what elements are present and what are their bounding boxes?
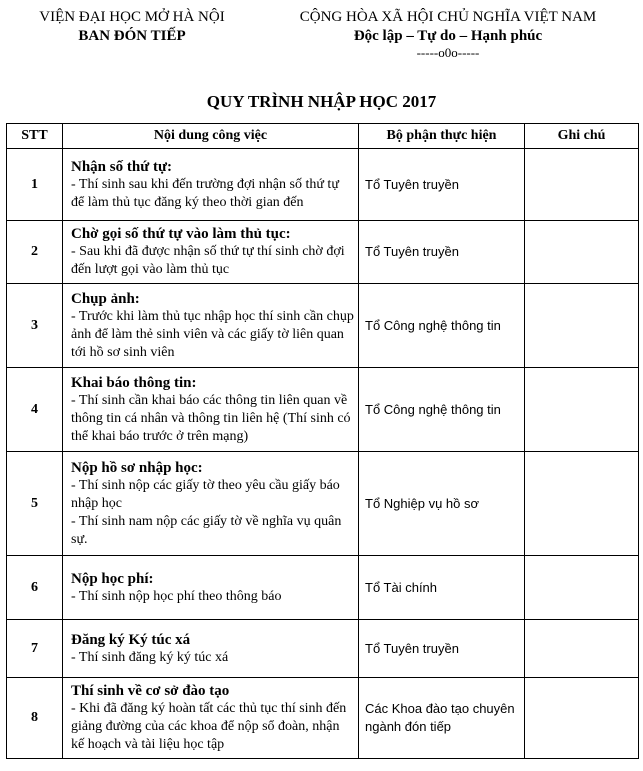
responsible-dept: Tổ Tuyên truyền xyxy=(359,149,525,221)
task-title: Thí sinh về cơ sở đào tạo xyxy=(71,683,230,699)
table-header-row xyxy=(7,124,639,149)
task-title: Khai báo thông tin: xyxy=(71,374,197,391)
country-name: CỘNG HÒA XÃ HỘI CHỦ NGHĨA VIỆT NAM xyxy=(299,9,597,25)
note-cell xyxy=(525,284,639,368)
row-number: 1 xyxy=(7,149,63,221)
note-cell xyxy=(525,678,639,759)
task-content xyxy=(63,556,359,620)
task-detail: - Thí sinh cần khai báo các thông tin liên quan về thông tin cá nhân và thông tin liên hệ (Thí sinh có thể khai báo trước ở trên mạng) xyxy=(71,392,351,444)
task-detail: - Thí sinh nam nộp các giấy tờ về nghĩa vụ quân sự. xyxy=(71,513,342,547)
row-number: 2 xyxy=(7,221,63,284)
task-title: Đăng ký Ký túc xá xyxy=(71,631,191,648)
row-number: 5 xyxy=(7,452,63,556)
issuing-organization xyxy=(22,8,242,46)
task-title: Nộp học phí: xyxy=(71,570,154,587)
national-motto xyxy=(258,8,638,60)
document-title: QUY TRÌNH NHẬP HỌC 2017 xyxy=(206,92,437,111)
task-content xyxy=(63,368,359,452)
note-cell xyxy=(525,452,639,556)
task-content xyxy=(63,620,359,678)
responsible-dept: Tổ Tuyên truyền xyxy=(359,620,525,678)
table-row xyxy=(7,284,639,368)
task-content xyxy=(63,284,359,368)
task-title: Nhận số thứ tự: xyxy=(71,158,172,175)
responsible-dept: Tổ Tuyên truyền xyxy=(359,221,525,284)
note-cell xyxy=(525,149,639,221)
table-row xyxy=(7,149,639,221)
table-row xyxy=(7,221,639,284)
table-row xyxy=(7,368,639,452)
row-number: 4 xyxy=(7,368,63,452)
table-row xyxy=(7,620,639,678)
task-title: Chụp ảnh: xyxy=(71,290,140,307)
task-content xyxy=(63,221,359,284)
department-name: BAN ĐÓN TIẾP xyxy=(78,28,186,44)
task-detail: - Khi đã đăng ký hoàn tất các thủ tục thí sinh đến giảng đường của các khoa để nộp sổ đoàn, nhận kế hoạch và tài liệu học tập xyxy=(71,701,347,752)
task-detail: - Thí sinh nộp học phí theo thông báo xyxy=(71,588,282,604)
task-detail: - Trước khi làm thủ tục nhập học thí sinh cần chụp ảnh để làm thẻ sinh viên và các giấy tờ liên quan tới hồ sơ sinh viên xyxy=(71,308,354,360)
task-detail: - Thí sinh sau khi đến trường đợi nhận số thứ tự để làm thủ tục đăng ký theo thời gian đến xyxy=(71,176,339,210)
responsible-dept: Tổ Tài chính xyxy=(359,556,525,620)
row-number: 7 xyxy=(7,620,63,678)
task-content xyxy=(63,149,359,221)
institute-name: VIỆN ĐẠI HỌC MỞ HÀ NỘI xyxy=(39,9,225,25)
task-detail: - Thí sinh đăng ký ký túc xá xyxy=(71,649,229,665)
column-header-content: Nội dung công việc xyxy=(63,124,359,149)
table-row xyxy=(7,452,639,556)
row-number: 3 xyxy=(7,284,63,368)
note-cell xyxy=(525,556,639,620)
procedure-table xyxy=(6,123,639,759)
responsible-dept: Tổ Công nghệ thông tin xyxy=(359,284,525,368)
task-title: Chờ gọi số thứ tự vào làm thủ tục: xyxy=(71,226,291,242)
note-cell xyxy=(525,620,639,678)
task-title: Nộp hồ sơ nhập học: xyxy=(71,459,203,476)
responsible-dept: Tổ Nghiệp vụ hồ sơ xyxy=(359,452,525,556)
table-row xyxy=(7,556,639,620)
motto-divider: -----o0o----- xyxy=(416,45,480,60)
task-content xyxy=(63,452,359,556)
column-header-stt: STT xyxy=(7,124,63,149)
motto: Độc lập – Tự do – Hạnh phúc xyxy=(353,28,543,44)
task-detail: - Sau khi đã được nhận số thứ tự thí sinh chờ đợi đến lượt gọi vào làm thủ tục xyxy=(71,244,345,277)
responsible-dept: Tổ Công nghệ thông tin xyxy=(359,368,525,452)
note-cell xyxy=(525,221,639,284)
table-row xyxy=(7,678,639,759)
note-cell xyxy=(525,368,639,452)
task-detail: - Thí sinh nộp các giấy tờ theo yêu cầu giấy báo nhập học xyxy=(71,477,340,511)
column-header-note: Ghi chú xyxy=(525,124,639,149)
row-number: 6 xyxy=(7,556,63,620)
column-header-dept: Bộ phận thực hiện xyxy=(359,124,525,149)
row-number: 8 xyxy=(7,678,63,759)
task-content xyxy=(63,678,359,759)
responsible-dept: Các Khoa đào tạo chuyên ngành đón tiếp xyxy=(359,678,525,759)
